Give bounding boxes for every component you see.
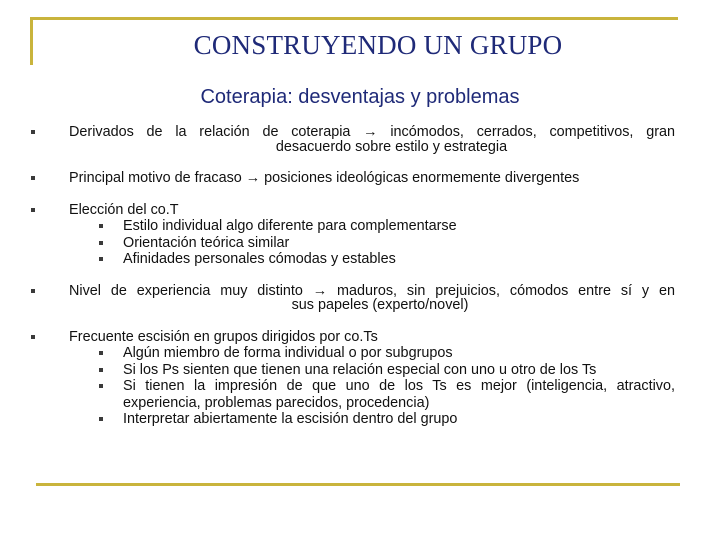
sub-bullet-text: Si tienen la impresión de que uno de los Ts es mejor (inteligencia, atractivo, experiencia, problemas parecidos, procedencia) [123, 378, 675, 411]
square-bullet-icon [31, 130, 35, 134]
sub-bullet-text: Algún miembro de forma individual o por subgrupos [123, 345, 453, 361]
sub-bullet-item [30, 378, 675, 411]
square-bullet-icon [99, 384, 103, 388]
bullet-item-text: Elección del co.T [69, 201, 179, 218]
slide-title: CONSTRUYENDO UN GRUPO [193, 30, 563, 60]
sub-bullet-text: Si los Ps sienten que tienen una relación especial con uno u otro de los Ts [123, 361, 597, 378]
square-bullet-icon [99, 351, 103, 355]
sub-bullet-item [30, 362, 675, 379]
bullet-item-text: Principal motivo de fracaso → posiciones ideológicas enormemente divergentes [69, 170, 580, 186]
bullet-item [30, 202, 675, 219]
square-bullet-icon [99, 417, 103, 421]
square-bullet-icon [31, 176, 35, 180]
square-bullet-icon [99, 241, 103, 245]
bullet-item-continuation: sus papeles (experto/novel) [291, 297, 469, 313]
square-bullet-icon [31, 208, 35, 212]
sub-bullet-item [30, 345, 675, 362]
sub-bullet-text: Estilo individual algo diferente para complementarse [123, 218, 457, 234]
bullet-item [30, 329, 675, 346]
bottom-border-line [36, 483, 680, 486]
sub-bullet-text: Interpretar abiertamente la escisión dentro del grupo [123, 411, 458, 427]
bullet-list [30, 124, 675, 428]
left-border-line [30, 17, 33, 65]
bullet-item-continuation: desacuerdo sobre estilo y estrategia [275, 138, 508, 155]
slide-subtitle: Coterapia: desventajas y problemas [200, 86, 520, 108]
bullet-item [30, 124, 675, 141]
sub-bullet-item [30, 411, 675, 428]
bullet-item-text: Nivel de experiencia muy distinto → maduros, sin prejuicios, cómodos entre sí y en [69, 282, 675, 299]
bullet-item-text: Derivados de la relación de coterapia → incómodos, cerrados, competitivos, gran [69, 124, 675, 140]
top-border-line [30, 17, 678, 20]
square-bullet-icon [99, 368, 103, 372]
bullet-item [30, 170, 675, 187]
sub-bullet-item [30, 218, 675, 235]
square-bullet-icon [99, 224, 103, 228]
sub-bullet-text: Orientación teórica similar [123, 234, 290, 251]
bullet-item [30, 283, 675, 300]
sub-bullet-item [30, 251, 675, 268]
square-bullet-icon [99, 257, 103, 261]
sub-bullet-text: Afinidades personales cómodas y estables [123, 251, 396, 267]
square-bullet-icon [31, 289, 35, 293]
square-bullet-icon [31, 335, 35, 339]
sub-bullet-item [30, 235, 675, 252]
bullet-item-text: Frecuente escisión en grupos dirigidos por co.Ts [69, 328, 378, 345]
